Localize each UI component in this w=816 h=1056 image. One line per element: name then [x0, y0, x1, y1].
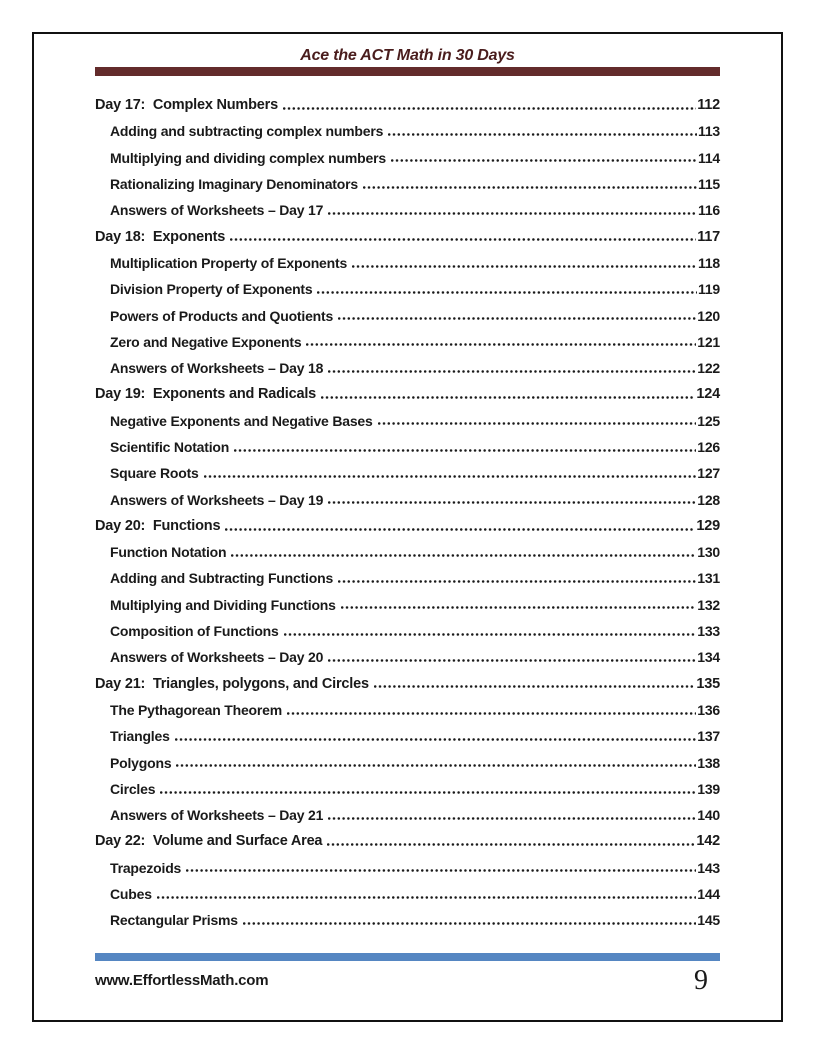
dot-leader	[321, 396, 695, 399]
dot-leader	[328, 659, 696, 662]
toc-entry[interactable]	[95, 539, 720, 565]
toc-entry-page: 113	[698, 123, 720, 140]
toc-entry-page: 144	[697, 886, 720, 903]
toc-list	[95, 92, 720, 934]
dot-leader	[338, 317, 696, 320]
dot-leader	[243, 922, 696, 925]
toc-entry[interactable]	[95, 828, 720, 854]
dot-leader	[176, 764, 696, 767]
dot-leader	[234, 449, 696, 452]
toc-entry[interactable]	[95, 355, 720, 381]
dot-leader	[230, 238, 696, 241]
dot-leader	[160, 791, 696, 794]
toc-entry[interactable]	[95, 881, 720, 907]
toc-entry-label: Rationalizing Imaginary Denominators	[110, 176, 358, 193]
toc-entry-label: Day 21: Triangles, polygons, and Circles	[95, 675, 369, 692]
footer-row	[95, 966, 720, 996]
dot-leader	[352, 265, 697, 268]
toc-entry[interactable]	[95, 434, 720, 460]
page-title: Ace the ACT Math in 30 Days	[300, 47, 515, 64]
toc-entry-page: 142	[696, 833, 720, 850]
toc-entry-page: 136	[697, 701, 720, 718]
toc-entry-page: 134	[697, 649, 720, 666]
dot-leader	[175, 738, 697, 741]
dot-leader	[225, 528, 695, 531]
toc-entry-label: Multiplying and dividing complex numbers	[110, 149, 386, 166]
toc-entry-page: 112	[697, 97, 720, 114]
dot-leader	[327, 843, 695, 846]
toc-entry[interactable]	[95, 460, 720, 486]
toc-entry[interactable]	[95, 329, 720, 355]
toc-entry-page: 124	[696, 386, 720, 403]
toc-entry-page: 143	[697, 859, 720, 876]
toc-entry-label: Cubes	[110, 886, 152, 903]
toc-entry-label: Day 22: Volume and Surface Area	[95, 833, 323, 850]
toc-entry[interactable]	[95, 592, 720, 618]
dot-leader	[378, 422, 697, 425]
toc-entry-label: Rectangular Prisms	[110, 912, 238, 929]
website-link[interactable]: www.EffortlessMath.com	[95, 972, 269, 989]
dot-leader	[374, 685, 696, 688]
toc-entry[interactable]	[95, 671, 720, 697]
toc-entry-page: 138	[697, 754, 720, 771]
toc-entry-label: Day 20: Functions	[95, 517, 221, 534]
dot-leader	[391, 159, 697, 162]
toc-entry-page: 131	[697, 570, 720, 587]
toc-entry-label: Multiplication Property of Exponents	[110, 254, 348, 271]
toc-entry-label: The Pythagorean Theorem	[110, 701, 282, 718]
toc-entry-label: Day 19: Exponents and Radicals	[95, 386, 317, 403]
toc-entry[interactable]	[95, 197, 720, 223]
toc-entry-page: 139	[697, 780, 720, 797]
toc-entry-label: Scientific Notation	[110, 439, 230, 455]
toc-entry-label: Answers of Worksheets – Day 19	[110, 491, 324, 508]
dot-leader	[328, 817, 696, 820]
toc-entry[interactable]	[95, 92, 720, 118]
dot-leader	[231, 554, 696, 557]
dot-leader	[317, 291, 697, 294]
toc-entry-label: Square Roots	[110, 465, 199, 482]
toc-entry[interactable]	[95, 381, 720, 407]
toc-entry[interactable]	[95, 145, 720, 171]
dot-leader	[283, 107, 696, 110]
toc-entry-label: Powers of Products and Quotients	[110, 307, 334, 324]
toc-entry-page: 126	[697, 439, 720, 455]
toc-entry-label: Function Notation	[110, 544, 227, 561]
toc-entry-page: 129	[696, 517, 720, 534]
toc-entry-label: Day 17: Complex Numbers	[95, 97, 278, 114]
toc-entry[interactable]	[95, 749, 720, 775]
toc-entry-page: 133	[697, 623, 720, 640]
toc-entry-label: Triangles	[110, 728, 170, 745]
toc-entry-page: 118	[698, 254, 720, 271]
dot-leader	[284, 633, 697, 636]
toc-entry-page: 115	[698, 176, 720, 193]
page-number: 9	[694, 965, 708, 996]
toc-entry-page: 125	[697, 412, 720, 429]
toc-entry[interactable]	[95, 776, 720, 802]
dot-leader	[341, 606, 696, 609]
toc-entry[interactable]	[95, 302, 720, 328]
dot-leader	[328, 212, 697, 215]
dot-leader	[328, 370, 696, 373]
toc-entry-page: 140	[697, 807, 720, 824]
toc-entry-page: 132	[697, 596, 720, 613]
toc-entry-label: Answers of Worksheets – Day 21	[110, 807, 324, 824]
toc-entry-label: Negative Exponents and Negative Bases	[110, 412, 373, 429]
toc-entry[interactable]	[95, 513, 720, 539]
toc-entry[interactable]	[95, 907, 720, 933]
toc-entry[interactable]	[95, 644, 720, 670]
dot-leader	[186, 869, 696, 872]
dot-leader	[306, 343, 696, 346]
toc-entry[interactable]	[95, 118, 720, 144]
toc-entry-page: 127	[697, 465, 720, 482]
toc-entry[interactable]	[95, 802, 720, 828]
toc-entry[interactable]	[95, 486, 720, 512]
toc-entry-label: Answers of Worksheets – Day 20	[110, 649, 324, 666]
toc-entry-label: Composition of Functions	[110, 623, 279, 640]
toc-entry-label: Trapezoids	[110, 859, 182, 876]
dot-leader	[157, 896, 696, 899]
toc-entry-label: Day 18: Exponents	[95, 228, 226, 245]
toc-entry[interactable]	[95, 250, 720, 276]
toc-entry-page: 117	[697, 228, 720, 245]
toc-entry-page: 122	[697, 360, 720, 377]
dot-leader	[363, 186, 697, 189]
toc-entry-label: Zero and Negative Exponents	[110, 333, 302, 350]
toc-entry-page: 120	[697, 307, 720, 324]
toc-entry[interactable]	[95, 276, 720, 302]
footer-rule	[95, 953, 720, 961]
dot-leader	[328, 501, 696, 504]
toc-entry[interactable]	[95, 855, 720, 881]
toc-entry-label: Multiplying and Dividing Functions	[110, 596, 336, 613]
toc-entry-page: 119	[698, 281, 720, 298]
toc-entry-label: Division Property of Exponents	[110, 281, 313, 298]
toc-entry[interactable]	[95, 697, 720, 723]
dot-leader	[287, 712, 696, 715]
toc-entry[interactable]	[95, 618, 720, 644]
page-footer	[95, 953, 720, 996]
header-rule	[95, 67, 720, 76]
toc-entry-label: Answers of Worksheets – Day 18	[110, 360, 324, 377]
toc-entry[interactable]	[95, 223, 720, 249]
dot-leader	[388, 133, 697, 136]
dot-leader	[204, 475, 697, 478]
toc-entry-label: Adding and subtracting complex numbers	[110, 123, 384, 140]
page-frame	[32, 32, 783, 1022]
toc-entry-label: Polygons	[110, 754, 172, 771]
toc-entry-label: Adding and Subtracting Functions	[110, 570, 334, 587]
toc-entry-page: 130	[697, 544, 720, 561]
toc-entry[interactable]	[95, 171, 720, 197]
toc-entry-page: 116	[698, 202, 720, 219]
toc-entry-page: 137	[697, 728, 720, 745]
toc-entry-page: 114	[698, 149, 720, 166]
dot-leader	[338, 580, 696, 583]
toc-entry-page: 145	[697, 912, 720, 929]
toc-entry-page: 128	[697, 491, 720, 508]
toc-entry-label: Answers of Worksheets – Day 17	[110, 202, 324, 219]
toc-entry-page: 135	[696, 675, 720, 692]
toc-entry-label: Circles	[110, 780, 156, 797]
toc-entry-page: 121	[697, 333, 720, 350]
toc-entry[interactable]	[95, 408, 720, 434]
toc-entry[interactable]	[95, 565, 720, 591]
toc-entry[interactable]	[95, 723, 720, 749]
